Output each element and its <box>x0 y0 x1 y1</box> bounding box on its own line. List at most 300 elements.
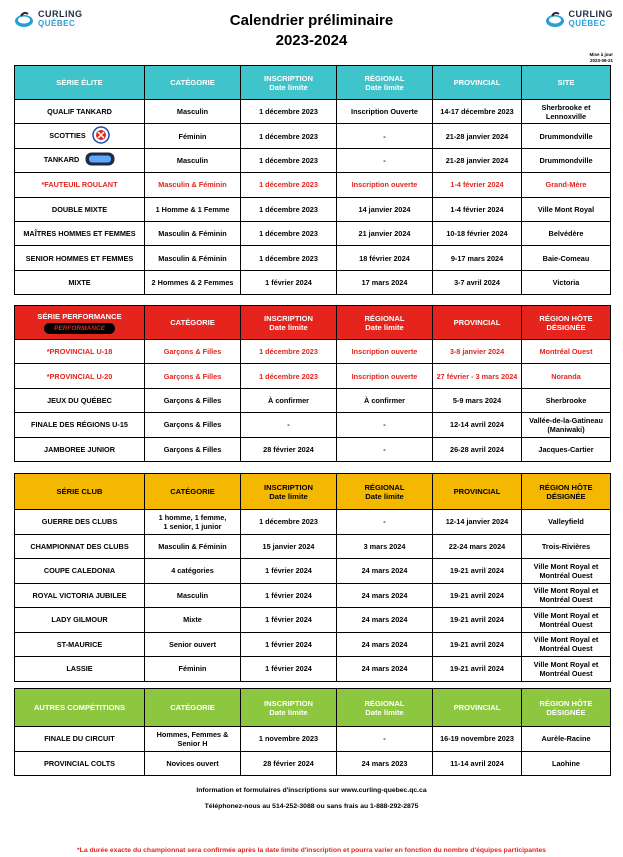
column-header <box>241 66 337 100</box>
table-cell <box>241 608 337 633</box>
table-row <box>15 534 611 559</box>
cell-text: 4 catégories <box>171 566 214 576</box>
header-text: CATÉGORIE <box>170 487 215 496</box>
cell-text: Montréal Ouest <box>539 347 593 357</box>
cell-text: Laohine <box>552 758 580 768</box>
table-cell <box>15 148 145 172</box>
scotties-logo-icon <box>92 126 110 146</box>
cell-text: 12-14 janvier 2024 <box>445 517 509 527</box>
table-cell <box>522 124 611 148</box>
table-cell <box>522 437 611 461</box>
column-header <box>145 689 241 727</box>
table-cell <box>145 608 241 633</box>
logo-line2: QUÉBEC <box>568 19 606 28</box>
header-text: RÉGIONAL <box>364 698 405 708</box>
table-cell <box>241 246 337 270</box>
cell-text: MIXTE <box>68 277 91 287</box>
cell-text: 19-21 avril 2024 <box>450 639 504 649</box>
table-cell <box>145 583 241 608</box>
table-cell <box>241 632 337 657</box>
table-cell <box>15 559 145 584</box>
table-cell <box>433 173 522 197</box>
table-cell <box>522 534 611 559</box>
table-cell <box>241 148 337 172</box>
cell-text: 1 novembre 2023 <box>258 734 319 744</box>
header-text: SÉRIE CLUB <box>56 487 103 496</box>
table-cell <box>433 340 522 364</box>
table-cell <box>522 388 611 412</box>
table-cell <box>522 148 611 172</box>
table-cell <box>433 727 522 752</box>
header-text: CATÉGORIE <box>170 703 215 712</box>
cell-text: Grand-Mère <box>545 180 587 190</box>
table-cell <box>433 437 522 461</box>
cell-text: LADY GILMOUR <box>51 615 108 625</box>
cell-text: 1 décembre 2023 <box>259 229 318 239</box>
table-cell <box>15 364 145 388</box>
table-row <box>15 437 611 461</box>
column-header <box>15 474 145 510</box>
column-header <box>145 306 241 340</box>
cell-text: FINALE DU CIRCUIT <box>44 734 115 744</box>
table-row <box>15 148 611 172</box>
column-header <box>433 66 522 100</box>
table-cell <box>145 124 241 148</box>
cell-text: 1 décembre 2023 <box>259 204 318 214</box>
table-cell <box>15 632 145 657</box>
cell-text: Ville Mont Royal et Montréal Ouest <box>533 659 599 678</box>
table-cell <box>241 388 337 412</box>
cell-text: 1 février 2024 <box>265 590 312 600</box>
cell-text: Garçons & Filles <box>163 347 222 357</box>
cell-text: QUALIF TANKARD <box>47 107 112 117</box>
cell-text: 28 février 2024 <box>263 758 314 768</box>
table-cell <box>337 148 433 172</box>
table-cell <box>145 270 241 294</box>
cell-text: 24 mars 2024 <box>361 664 408 674</box>
table-cell <box>241 221 337 245</box>
cell-text: 3-7 avril 2024 <box>454 277 500 287</box>
column-header <box>15 306 145 340</box>
table-cell <box>522 751 611 776</box>
column-header <box>15 66 145 100</box>
cell-text: 27 février - 3 mars 2024 <box>436 371 518 381</box>
table-cell <box>522 340 611 364</box>
table-row <box>15 388 611 412</box>
header-text: Date limite <box>365 491 404 501</box>
cell-text: Senior ouvert <box>168 639 217 649</box>
table-cell <box>522 559 611 584</box>
table-cell <box>337 608 433 633</box>
table-cell <box>337 100 433 124</box>
table-cell <box>337 173 433 197</box>
cell-text: Noranda <box>551 371 581 381</box>
table-cell <box>337 559 433 584</box>
table-cell <box>241 751 337 776</box>
table-cell <box>337 270 433 294</box>
header-text: SÉRIE ÉLITE <box>56 78 103 87</box>
table-cell <box>15 246 145 270</box>
cell-text: 1 décembre 2023 <box>259 371 318 381</box>
table-cell <box>337 246 433 270</box>
table-cell <box>337 534 433 559</box>
table-cell <box>15 608 145 633</box>
cell-text: - <box>383 155 386 165</box>
table-cell <box>433 197 522 221</box>
table-row <box>15 246 611 270</box>
cell-text: 1 décembre 2023 <box>259 131 318 141</box>
cell-text: 24 mars 2024 <box>361 615 408 625</box>
cell-text: Ville Mont Royal et Montréal Ouest <box>533 610 599 629</box>
logo-line2: QUÉBEC <box>38 19 76 28</box>
table-row <box>15 608 611 633</box>
cell-text: Masculin <box>176 155 209 165</box>
column-header <box>145 474 241 510</box>
table-cell <box>522 270 611 294</box>
column-header <box>337 689 433 727</box>
table-cell <box>15 583 145 608</box>
cell-text: 15 janvier 2024 <box>262 541 315 551</box>
column-header <box>433 306 522 340</box>
cell-text: 11-14 avril 2024 <box>450 758 504 768</box>
table-cell <box>337 413 433 437</box>
table-cell <box>145 388 241 412</box>
table-cell <box>241 100 337 124</box>
table-header-row <box>15 689 611 727</box>
cell-text: Garçons & Filles <box>163 444 222 454</box>
column-header <box>145 66 241 100</box>
column-header <box>522 66 611 100</box>
cell-text: Belvédère <box>548 229 584 239</box>
table-cell <box>15 221 145 245</box>
cell-text: 28 février 2024 <box>263 444 314 454</box>
table-club <box>14 473 611 682</box>
header-text: PROVINCIAL <box>453 703 501 712</box>
cell-text: Mixte <box>183 615 202 625</box>
table-cell <box>145 632 241 657</box>
cell-text: Hommes, Femmes & Senior H <box>156 729 229 748</box>
cell-text: 21 janvier 2024 <box>358 229 411 239</box>
table-cell <box>433 632 522 657</box>
column-header <box>433 689 522 727</box>
cell-text: 5-9 mars 2024 <box>452 395 502 405</box>
table-cell <box>15 197 145 221</box>
cell-text: Masculin & Féminin <box>158 253 227 263</box>
column-header <box>241 474 337 510</box>
cell-text: - <box>383 131 386 141</box>
header-text: Date limite <box>269 322 308 332</box>
table-row <box>15 657 611 682</box>
table-row <box>15 340 611 364</box>
update-label: Mise à jour <box>589 52 613 57</box>
column-header <box>433 474 522 510</box>
table-cell <box>433 246 522 270</box>
cell-text: 1 décembre 2023 <box>259 155 318 165</box>
cell-text: 1-4 février 2024 <box>450 180 504 190</box>
cell-text: DOUBLE MIXTE <box>51 204 108 214</box>
header-text: RÉGION HÔTE <box>539 698 593 708</box>
cell-text: 12-14 avril 2024 <box>450 420 504 430</box>
header-text: AUTRES COMPÉTITIONS <box>33 703 126 712</box>
table-cell <box>337 364 433 388</box>
table-performance <box>14 305 611 462</box>
table-cell <box>522 413 611 437</box>
table-cell <box>433 364 522 388</box>
cell-text: *PROVINCIAL U-18 <box>46 347 113 357</box>
table-cell <box>433 534 522 559</box>
column-header <box>337 306 433 340</box>
table-cell <box>15 270 145 294</box>
column-header <box>241 306 337 340</box>
table-header-row <box>15 474 611 510</box>
cell-text: Baie-Comeau <box>542 253 590 263</box>
cell-text: 1 décembre 2023 <box>259 517 318 527</box>
table-cell <box>241 510 337 535</box>
cell-text: Sherbrooke <box>545 395 587 405</box>
table-cell <box>241 270 337 294</box>
table-cell <box>145 510 241 535</box>
header-text: RÉGIONAL <box>364 73 405 83</box>
header-text: DÉSIGNÉE <box>546 707 586 717</box>
cell-text: Drummondville <box>539 131 593 141</box>
table-cell <box>241 173 337 197</box>
table-cell <box>145 246 241 270</box>
cell-text: Masculin <box>176 107 209 117</box>
table-cell <box>145 197 241 221</box>
header-text: DÉSIGNÉE <box>546 491 586 501</box>
cell-text: 3-8 janvier 2024 <box>449 347 505 357</box>
table-cell <box>522 364 611 388</box>
cell-text: JEUX DU QUÉBEC <box>47 395 112 405</box>
cell-text: 1 février 2024 <box>265 639 312 649</box>
cell-text: ROYAL VICTORIA JUBILEE <box>32 590 127 600</box>
header-text: RÉGION HÔTE <box>539 313 593 323</box>
curling-stone-icon <box>545 10 565 28</box>
table-cell <box>337 221 433 245</box>
column-header <box>241 689 337 727</box>
table-cell <box>15 124 145 148</box>
header-text: Date limite <box>365 82 404 92</box>
table-cell <box>522 632 611 657</box>
table-cell <box>241 559 337 584</box>
cell-text: Ville Mont Royal <box>537 204 595 214</box>
table-cell <box>145 657 241 682</box>
cell-text: 1 février 2024 <box>265 664 312 674</box>
cell-text: 1 décembre 2023 <box>259 253 318 263</box>
cell-text: *PROVINCIAL U-20 <box>46 371 113 381</box>
header-text: Date limite <box>365 707 404 717</box>
cell-text: Inscription ouverte <box>351 371 418 381</box>
cell-text: 24 mars 2024 <box>361 590 408 600</box>
table-cell <box>15 340 145 364</box>
cell-text: 1 décembre 2023 <box>259 347 318 357</box>
table-cell <box>145 413 241 437</box>
cell-text: 1 février 2024 <box>265 615 312 625</box>
cell-text: Ville Mont Royal et Montréal Ouest <box>533 635 599 654</box>
header-text: Date limite <box>269 707 308 717</box>
table-cell <box>433 413 522 437</box>
cell-text: Vallée-de-la-Gatineau (Maniwaki) <box>529 415 603 434</box>
cell-text: SENIOR HOMMES ET FEMMES <box>25 253 134 263</box>
cell-text: Victoria <box>552 277 580 287</box>
table-cell <box>522 246 611 270</box>
cell-text: - <box>383 517 386 527</box>
table-row <box>15 632 611 657</box>
header-text: CATÉGORIE <box>170 318 215 327</box>
table-cell <box>241 657 337 682</box>
cell-text: Masculin & Féminin <box>158 541 227 551</box>
cell-text: Masculin & Féminin <box>158 229 227 239</box>
table-cell <box>433 608 522 633</box>
table-row <box>15 173 611 197</box>
table-cell <box>145 534 241 559</box>
table-cell <box>145 148 241 172</box>
table-cell <box>522 510 611 535</box>
table-cell <box>241 413 337 437</box>
header-text: Date limite <box>269 82 308 92</box>
update-stamp <box>589 52 613 64</box>
table-cell <box>522 100 611 124</box>
footer-note: *La durée exacte du championnat sera confirmée après la date limite d'inscription et pourra varier en fonction du nombre d'équipes participantes <box>77 847 546 854</box>
header-text: CATÉGORIE <box>170 78 215 87</box>
cell-text: Féminin <box>178 664 207 674</box>
cell-text: - <box>383 734 386 744</box>
column-header <box>15 689 145 727</box>
table-cell <box>145 727 241 752</box>
table-cell <box>337 437 433 461</box>
table-cell <box>15 173 145 197</box>
table-cell <box>433 124 522 148</box>
cell-text: À confirmer <box>364 395 405 405</box>
table-cell <box>433 148 522 172</box>
logo-line1: CURLING <box>568 9 613 19</box>
table-cell <box>337 632 433 657</box>
cell-text: 1 homme, 1 femme, 1 senior, 1 junior <box>158 512 227 531</box>
table-cell <box>15 437 145 461</box>
cell-text: COUPE CALEDONIA <box>43 566 116 576</box>
table-cell <box>522 727 611 752</box>
logo-line1: CURLING <box>38 9 83 19</box>
table-row <box>15 270 611 294</box>
cell-text: Garçons & Filles <box>163 420 222 430</box>
table-row <box>15 221 611 245</box>
cell-text: 21-28 janvier 2024 <box>445 155 509 165</box>
cell-text: Trois-Rivières <box>541 541 591 551</box>
table-cell <box>337 657 433 682</box>
cell-text: PROVINCIAL COLTS <box>43 758 116 768</box>
header-text: PROVINCIAL <box>453 487 501 496</box>
table-cell <box>337 124 433 148</box>
cell-text: 1 février 2024 <box>265 277 312 287</box>
cell-text: - <box>287 420 290 430</box>
column-header <box>522 474 611 510</box>
table-cell <box>241 437 337 461</box>
cell-text: FINALE DES RÉGIONS U-15 <box>31 420 128 430</box>
cell-text: Drummondville <box>539 155 593 165</box>
table-cell <box>15 510 145 535</box>
cell-text: Inscription ouverte <box>351 180 418 190</box>
table-cell <box>15 413 145 437</box>
table-cell <box>522 197 611 221</box>
header-text: PROVINCIAL <box>453 78 501 87</box>
tankard-logo-icon <box>85 152 115 168</box>
table-row <box>15 727 611 752</box>
table-cell <box>433 510 522 535</box>
table-header-row <box>15 306 611 340</box>
cell-text: LASSIE <box>66 664 93 674</box>
header-text: Date limite <box>365 322 404 332</box>
table-cell <box>145 173 241 197</box>
table-header-row <box>15 66 611 100</box>
cell-text: Ville Mont Royal et Montréal Ouest <box>533 561 599 580</box>
page-title: Calendrier préliminaire <box>229 12 394 29</box>
table-cell <box>15 727 145 752</box>
table-cell <box>433 100 522 124</box>
table-cell <box>241 197 337 221</box>
table-row <box>15 510 611 535</box>
cell-text: CHAMPIONNAT DES CLUBS <box>30 541 129 551</box>
table-cell <box>241 364 337 388</box>
header-text: RÉGIONAL <box>364 482 405 492</box>
table-cell <box>145 340 241 364</box>
cell-text: 1 décembre 2023 <box>259 107 318 117</box>
cell-text: Masculin <box>176 590 209 600</box>
table-cell <box>145 221 241 245</box>
table-row <box>15 751 611 776</box>
cell-text: 19-21 avril 2024 <box>450 566 504 576</box>
cell-text: 14 janvier 2024 <box>358 204 411 214</box>
column-header <box>337 66 433 100</box>
cell-text: 3 mars 2024 <box>363 541 406 551</box>
header-text: SÉRIE PERFORMANCE <box>37 311 122 321</box>
table-autres <box>14 688 611 776</box>
table-cell <box>433 221 522 245</box>
table-cell <box>337 388 433 412</box>
table-row <box>15 583 611 608</box>
table-cell <box>337 583 433 608</box>
cell-text: 22-24 mars 2024 <box>448 541 506 551</box>
table-cell <box>433 270 522 294</box>
cell-text: Sherbrooke et Lennoxville <box>541 102 591 121</box>
header-text: INSCRIPTION <box>264 482 313 492</box>
footer-phone: Téléphonez-nous au 514-252-3088 ou sans frais au 1-888-292-2875 <box>204 803 419 810</box>
curling-quebec-logo-right <box>545 10 614 28</box>
table-cell <box>522 221 611 245</box>
table-cell <box>337 751 433 776</box>
table-cell <box>337 340 433 364</box>
cell-text: Novices ouvert <box>166 758 219 768</box>
table-cell <box>433 657 522 682</box>
table-cell <box>241 340 337 364</box>
season-title: 2023-2024 <box>275 32 348 49</box>
cell-text: Inscription ouverte <box>351 347 418 357</box>
cell-text: 1 février 2024 <box>265 566 312 576</box>
cell-text: Aurèle-Racine <box>541 734 591 744</box>
cell-text: 21-28 janvier 2024 <box>445 131 509 141</box>
table-elite <box>14 65 611 295</box>
table-row <box>15 100 611 124</box>
cell-text: Valleyfield <box>548 517 584 527</box>
cell-text: 14-17 décembre 2023 <box>440 107 514 117</box>
table-cell <box>145 751 241 776</box>
header-text: INSCRIPTION <box>264 73 313 83</box>
column-header <box>337 474 433 510</box>
table-cell <box>241 583 337 608</box>
cell-text: 19-21 avril 2024 <box>450 615 504 625</box>
cell-text: 24 mars 2024 <box>361 566 408 576</box>
table-cell <box>433 559 522 584</box>
cell-text: - <box>383 444 386 454</box>
